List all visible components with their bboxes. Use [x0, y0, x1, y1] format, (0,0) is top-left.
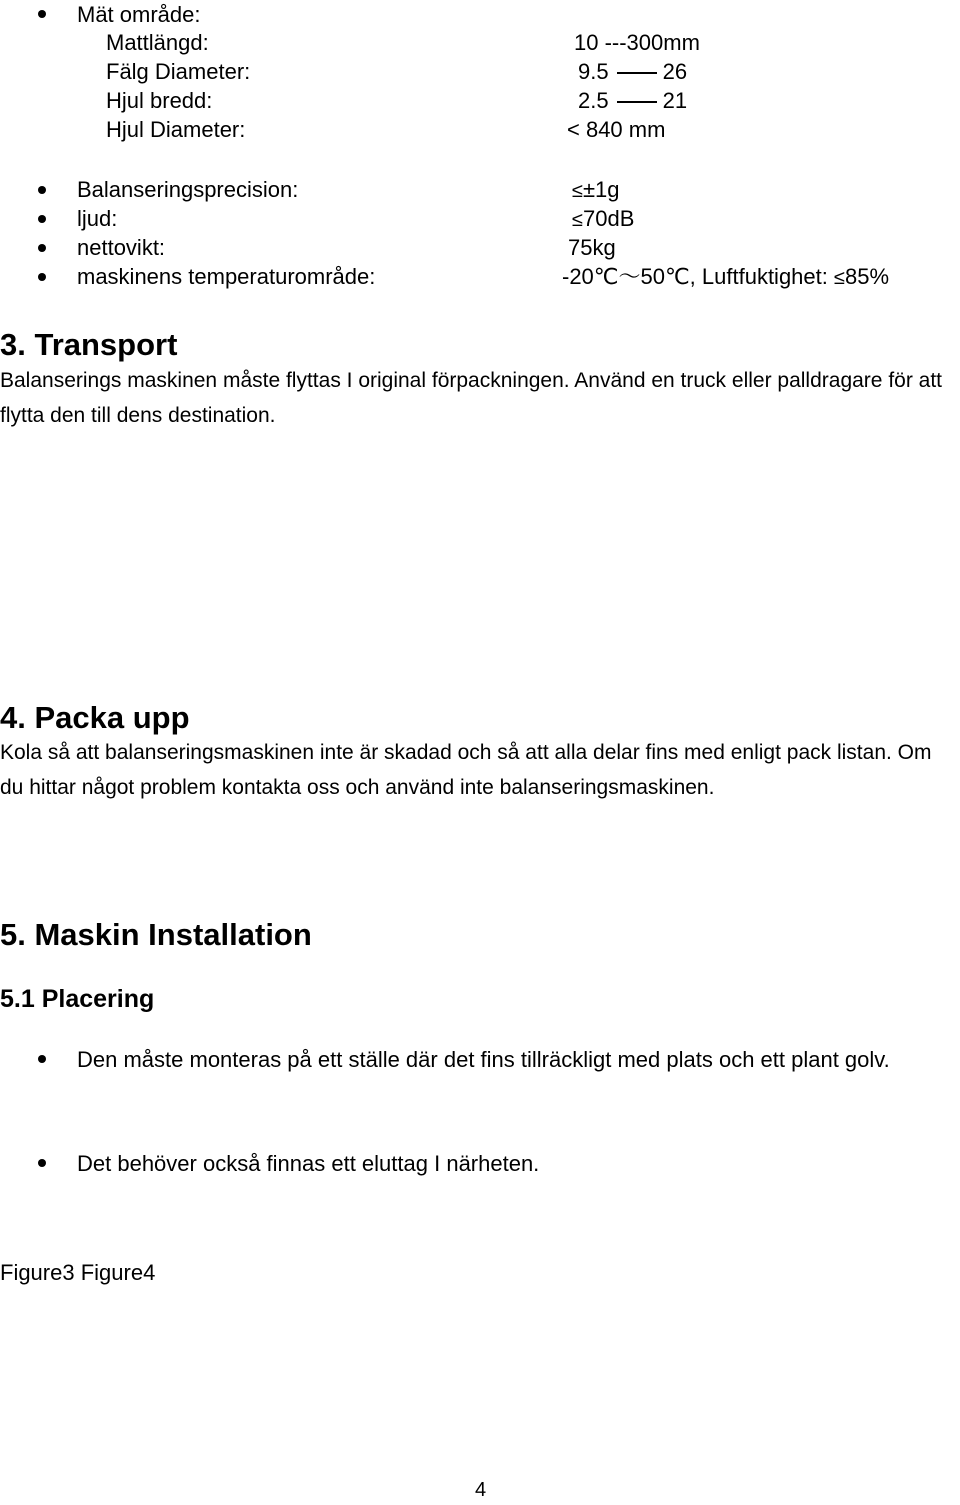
spec-value-temperature: -20℃～50℃, Luftfuktighet: ≤85% — [562, 264, 890, 289]
measure-value-wheel: < 840 mm — [567, 117, 666, 142]
bullet-icon — [38, 1055, 46, 1063]
spec-label-sound: ljud: — [77, 206, 118, 231]
spec-label-weight: nettovikt: — [77, 235, 166, 260]
spec-label-precision: Balanseringsprecision: — [77, 177, 299, 202]
spec-value-weight: 75kg — [568, 235, 616, 260]
less-equal-icon: ≤ — [572, 180, 583, 202]
less-equal-icon: ≤ — [834, 267, 845, 289]
section-heading-installation: 5. Maskin Installation — [0, 917, 312, 952]
bullet-icon — [38, 186, 46, 194]
range-dash — [617, 72, 657, 74]
subsection-heading-placement: 5.1 Placering — [0, 985, 155, 1013]
measure-label-width: Hjul bredd: — [106, 88, 213, 113]
bullet-icon — [38, 1159, 46, 1167]
spec-value-precision: ≤±1g — [572, 177, 620, 202]
measure-title: Mät område: — [77, 2, 201, 27]
unpack-paragraph: Kola så att balanseringsmaskinen inte är skadad och så att alla delar fins med enligt pack listan. Om du hittar något problem kontakta oss och använd inte balanseringsmaskinen. — [0, 741, 932, 799]
figure-caption: Figure3 Figure4 — [0, 1260, 156, 1285]
measure-value-rim — [578, 57, 687, 86]
spec-value-sound: ≤70dB — [572, 206, 635, 231]
measure-label-wheel: Hjul Diameter: — [106, 117, 246, 142]
range-dash — [617, 101, 657, 103]
measure-label-length: Mattlängd: — [106, 30, 209, 55]
spec-label-temperature: maskinens temperaturområde: — [77, 264, 376, 289]
less-equal-icon: ≤ — [572, 209, 583, 231]
bullet-icon — [38, 273, 46, 281]
rim-from: 9.5 — [578, 59, 609, 84]
width-from: 2.5 — [578, 88, 609, 113]
section-heading-transport: 3. Transport — [0, 327, 178, 362]
placement-bullet-1: Den måste monteras på ett ställe där det fins tillräckligt med plats och ett plant golv. — [77, 1047, 890, 1072]
rim-to: 26 — [662, 59, 688, 84]
measure-value-length: 10 ---300mm — [574, 30, 700, 55]
width-to: 21 — [662, 88, 688, 113]
placement-bullet-2: Det behöver också finnas ett eluttag I närheten. — [77, 1151, 540, 1176]
bullet-icon — [38, 10, 46, 18]
measure-label-rim: Fälg Diameter: — [106, 59, 251, 84]
bullet-icon — [38, 215, 46, 223]
section-heading-unpack: 4. Packa upp — [0, 700, 190, 735]
bullet-icon — [38, 244, 46, 252]
page-number: 4 — [475, 1479, 487, 1501]
transport-paragraph: Balanserings maskinen måste flyttas I original förpackningen. Använd en truck eller palldragare för att flytta den till dens destination. — [0, 369, 943, 427]
measure-value-width — [578, 86, 687, 115]
